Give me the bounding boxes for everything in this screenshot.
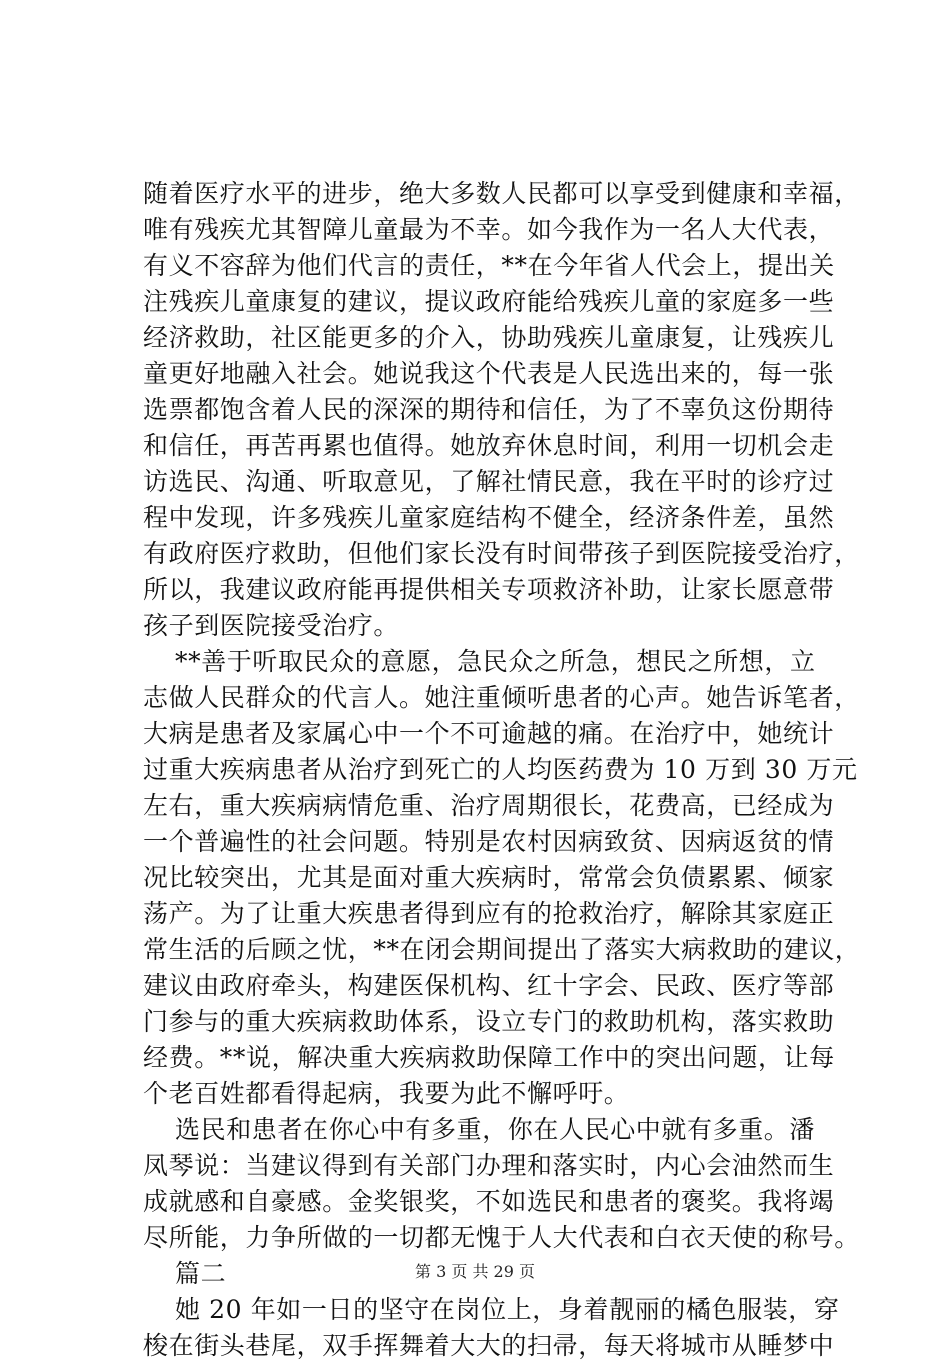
text-line: 尽所能，力争所做的一切都无愧于人大代表和白衣天使的称号。 — [143, 1223, 860, 1252]
text-line: 有义不容辞为他们代言的责任，**在今年省人代会上，提出关 — [143, 251, 835, 280]
text-line: 建议由政府牵头，构建医保机构、红十字会、民政、医疗等部 — [143, 971, 835, 1000]
paragraph-start-line: 她 20 年如一日的坚守在岗位上，身着靓丽的橘色服装，穿 — [175, 1295, 840, 1324]
paragraph-start-line: **善于听取民众的意愿，急民众之所急，想民之所想，立 — [175, 647, 816, 676]
text-line: 个老百姓都看得起病，我要为此不懈呼吁。 — [143, 1079, 630, 1108]
text-line: 有政府医疗救助，但他们家长没有时间带孩子到医院接受治疗， — [143, 539, 860, 568]
text-line: 大病是患者及家属心中一个不可逾越的痛。在治疗中，她统计 — [143, 719, 835, 748]
text-line: 和信任，再苦再累也值得。她放弃休息时间，利用一切机会走 — [143, 431, 835, 460]
text-line: 梭在街头巷尾，双手挥舞着大大的扫帚，每天将城市从睡梦中 — [143, 1331, 835, 1360]
text-line: 访选民、沟通、听取意见，了解社情民意，我在平时的诊疗过 — [143, 467, 835, 496]
text-line: 童更好地融入社会。她说我这个代表是人民选出来的，每一张 — [143, 359, 835, 388]
text-line: 程中发现，许多残疾儿童家庭结构不健全，经济条件差，虽然 — [143, 503, 835, 532]
paragraph-start-line: 选民和患者在你心中有多重，你在人民心中就有多重。潘 — [175, 1115, 816, 1144]
text-line: 志做人民群众的代言人。她注重倾听患者的心声。她告诉笔者， — [143, 683, 860, 712]
page-number-footer: 第 3 页 共 29 页 — [415, 1262, 535, 1281]
text-line: 注残疾儿童康复的建议，提议政府能给残疾儿童的家庭多一些 — [143, 287, 835, 316]
text-line: 荡产。为了让重大疾患者得到应有的抢救治疗，解除其家庭正 — [143, 899, 835, 928]
text-line: 成就感和自豪感。金奖银奖，不如选民和患者的褒奖。我将竭 — [143, 1187, 835, 1216]
section-heading: 篇二 — [175, 1259, 227, 1288]
document-body — [143, 176, 861, 1364]
text-line: 经费。**说，解决重大疾病救助保障工作中的突出问题，让每 — [143, 1043, 835, 1072]
text-line: 凤琴说：当建议得到有关部门办理和落实时，内心会油然而生 — [143, 1151, 835, 1180]
text-line: 门参与的重大疾病救助体系，设立专门的救助机构，落实救助 — [143, 1007, 835, 1036]
text-line: 常生活的后顾之忧，**在闭会期间提出了落实大病救助的建议， — [143, 935, 861, 964]
text-line: 孩子到医院接受治疗。 — [143, 611, 400, 640]
text-line: 所以，我建议政府能再提供相关专项救济补助，让家长愿意带 — [143, 575, 835, 604]
text-line: 随着医疗水平的进步，绝大多数人民都可以享受到健康和幸福， — [143, 179, 860, 208]
text-line: 一个普遍性的社会问题。特别是农村因病致贫、因病返贫的情 — [143, 827, 835, 856]
text-line: 过重大疾病患者从治疗到死亡的人均医药费为 10 万到 30 万元 — [143, 755, 858, 784]
text-line: 选票都饱含着人民的深深的期待和信任，为了不辜负这份期待 — [143, 395, 835, 424]
text-line: 唯有残疾尤其智障儿童最为不幸。如今我作为一名人大代表， — [143, 215, 835, 244]
text-line: 经济救助，社区能更多的介入，协助残疾儿童康复，让残疾儿 — [143, 323, 835, 352]
text-line: 左右，重大疾病病情危重、治疗周期很长，花费高，已经成为 — [143, 791, 835, 820]
text-line: 况比较突出，尤其是面对重大疾病时，常常会负债累累、倾家 — [143, 863, 835, 892]
